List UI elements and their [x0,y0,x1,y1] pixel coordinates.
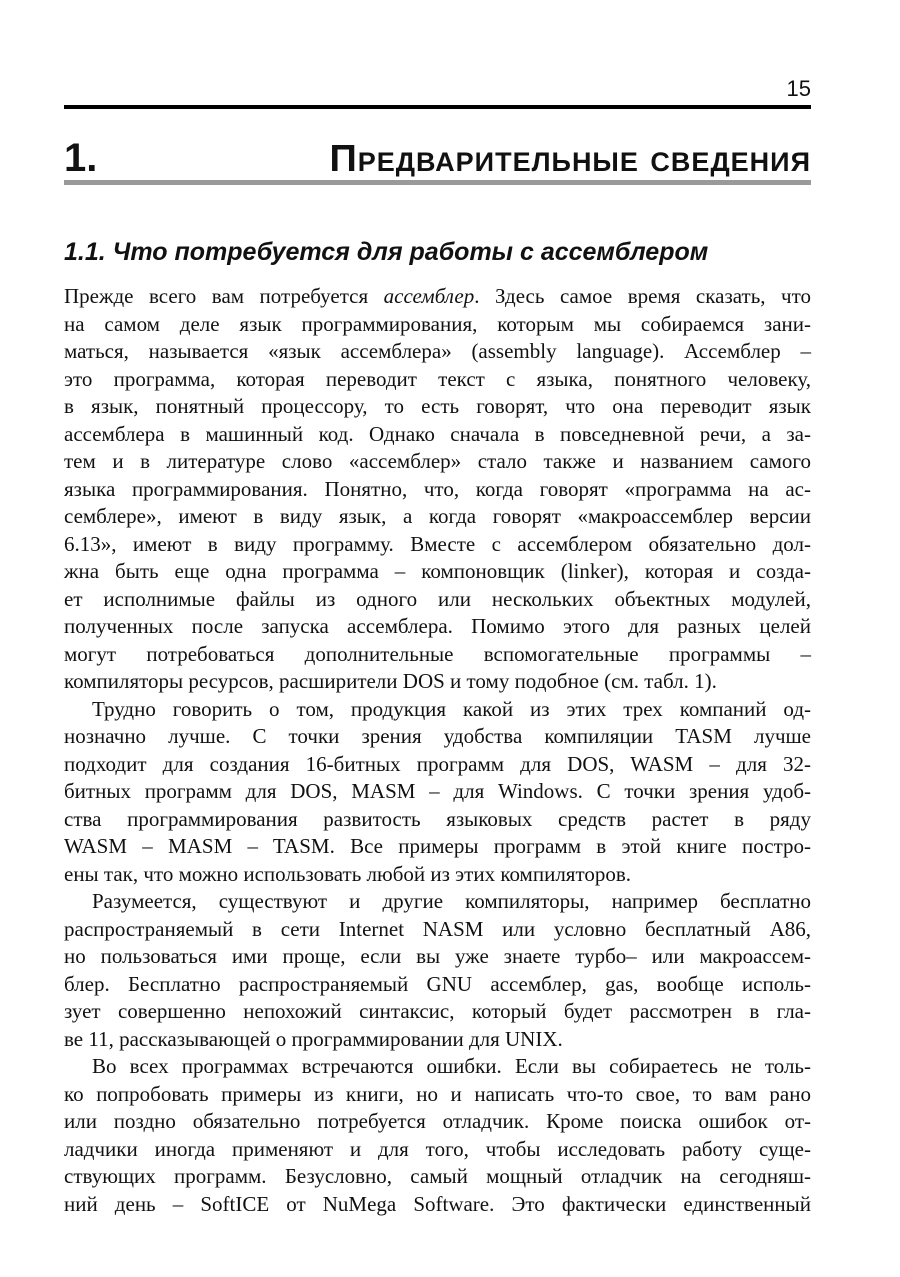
text-line: зует совершенно непохожий синтаксис, который будет рассмотрен в гла- [64,999,811,1023]
chapter-heading [64,136,811,181]
section-heading: 1.1. Что потребуется для работы с ассемблером [64,238,709,266]
text-line: ассемблера в машинный код. Однако сначала в повседневной речи, а за- [64,421,811,446]
text-line: маться, называется «язык ассемблера» (assembly language). Ассемблер – [64,339,811,363]
text-line: Разумеется, существуют и другие компиляторы, например бесплатно [92,889,811,913]
paragraph [64,1053,811,1218]
text-line: могут потребоваться дополнительные вспомогательные программы – [64,641,811,666]
text-line: битных программ для DOS, MASM – для Windows. С точки зрения удоб- [64,779,811,803]
text-line: полученных после запуска ассемблера. Помимо этого для разных целей [64,614,811,638]
chapter-title: Предварительные сведения [329,138,811,180]
chapter-rule [64,180,811,185]
text-line: WASM – MASM – TASM. Все примеры программ в этой книге постро- [64,834,811,858]
text-line: 6.13», имеют в виду программу. Вместе с ассемблером обязательно дол- [64,531,811,556]
header-rule [64,105,811,109]
text-line: это программа, которая переводит текст с языка, понятного человеку, [64,366,811,391]
body-text [64,283,811,1218]
text-line: ства программирования развитость языковых средств растет в ряду [64,806,811,831]
paragraph [64,888,811,1053]
text-line: нозначно лучше. С точки зрения удобства компиляции TASM лучше [64,724,811,748]
text-line: жна быть еще одна программа – компоновщик (linker), которая и созда- [64,559,811,583]
paragraph [64,696,811,889]
text-line: Трудно говорить о том, продукция какой из этих трех компаний од- [92,696,811,721]
text-line: семблере», имеют в виду язык, а когда говорят «макроассемблер версии [64,504,811,528]
page-number: 15 [786,76,811,101]
text-line: ет исполнимые файлы из одного или нескольких объектных модулей, [64,586,811,611]
text-line: на самом деле язык программирования, которым мы собираемся зани- [64,311,811,336]
text-line: в язык, понятный процессору, то есть говорят, что она переводит язык [64,394,811,418]
text-line: ко попробовать примеры из книги, но и написать что-то свое, то вам рано [64,1081,811,1106]
paragraph [64,283,811,696]
text-line: ладчики иногда применяют и для того, чтобы исследовать работу суще- [64,1136,811,1161]
text-line: блер. Бесплатно распространяемый GNU ассемблер, gas, вообще исполь- [64,971,811,996]
text-line: или поздно обязательно потребуется отладчик. Кроме поиска ошибок от- [64,1109,811,1133]
text-line: но пользоваться ими проще, если вы уже знаете турбо– или макроассем- [64,944,811,968]
text-line: тем и в литературе слово «ассемблер» стало также и названием самого [64,449,811,473]
text-line: ены так, что можно использовать любой из этих компиляторов. [64,861,632,886]
text-line: подходит для создания 16-битных программ для DOS, WASM – для 32- [64,751,811,776]
text-line: компиляторы ресурсов, расширители DOS и тому подобное (см. табл. 1). [64,669,717,693]
text-line: распространяемый в сети Internet NASM или условно бесплатный A86, [64,916,811,941]
text-line: Во всех программах встречаются ошибки. Если вы собираетесь не толь- [92,1054,811,1078]
text-line: Прежде всего вам потребуется ассемблер. Здесь самое время сказать, что [64,284,811,308]
text-line: ствующих программ. Безусловно, самый мощный отладчик на сегодняш- [64,1164,811,1188]
text-line: языка программирования. Понятно, что, когда говорят «программа на ас- [64,476,811,501]
chapter-number: 1. [64,136,98,180]
text-line: ве 11, рассказывающей о программировании для UNIX. [64,1026,563,1051]
text-line: ний день – SoftICE от NuMega Software. Это фактически единственный [64,1191,811,1216]
